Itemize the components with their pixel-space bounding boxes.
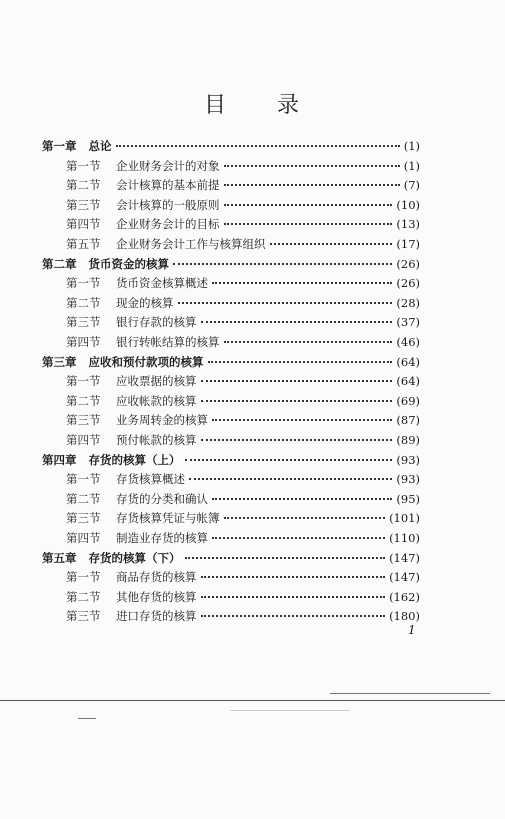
toc-entry-title: 会计核算的一般原则 bbox=[116, 197, 220, 212]
dot-leader bbox=[224, 165, 400, 167]
dot-leader bbox=[224, 341, 393, 343]
dot-leader bbox=[201, 321, 393, 323]
toc-entry-title: 存货核算凭证与帐簿 bbox=[116, 511, 220, 526]
toc-entry-title: 存货的核算（下） bbox=[88, 550, 181, 565]
toc-entry-number: 第三节 bbox=[66, 511, 101, 526]
toc-entry-number: 第三节 bbox=[66, 413, 101, 428]
toc-entry-page: (87) bbox=[396, 413, 420, 428]
toc-section-row bbox=[66, 410, 420, 430]
toc-chapter-row bbox=[42, 254, 420, 274]
toc-section-row bbox=[66, 234, 420, 254]
toc-chapter-row bbox=[42, 450, 420, 470]
dot-leader bbox=[212, 419, 392, 421]
dot-leader bbox=[185, 459, 393, 461]
toc-entry-title: 企业财务会计的对象 bbox=[116, 158, 220, 173]
toc-section-row bbox=[66, 175, 420, 195]
toc-entry-title: 企业财务会计工作与核算组织 bbox=[116, 237, 266, 251]
toc-entry-number: 第一章 bbox=[42, 139, 77, 153]
toc-entry-title: 存货核算概述 bbox=[116, 472, 185, 487]
toc-entry-number: 第四节 bbox=[66, 335, 101, 349]
dot-leader bbox=[173, 263, 392, 265]
toc-entry-number: 第二节 bbox=[66, 178, 101, 193]
toc-entry-title: 其他存货的核算 bbox=[116, 589, 197, 604]
toc-entry-page: (93) bbox=[396, 472, 420, 487]
toc-entry-title: 现金的核算 bbox=[116, 295, 174, 310]
toc-entry-page: (89) bbox=[396, 433, 420, 447]
toc-entry-page: (64) bbox=[396, 374, 420, 389]
toc-entry-number: 第五节 bbox=[66, 237, 101, 251]
dot-leader bbox=[208, 361, 393, 363]
toc-entry-title: 存货的分类和确认 bbox=[116, 491, 208, 506]
toc-entry-page: (147) bbox=[389, 570, 420, 585]
toc-entry-page: (26) bbox=[396, 276, 420, 291]
dot-leader bbox=[201, 596, 386, 598]
toc-section-row bbox=[66, 391, 420, 411]
toc-section-row bbox=[66, 430, 420, 450]
toc-section-row bbox=[66, 195, 420, 215]
dot-leader bbox=[116, 145, 400, 147]
title-char-2: 录 bbox=[277, 93, 302, 118]
bottom-rule bbox=[0, 700, 505, 701]
toc-entry-number: 第一节 bbox=[66, 374, 101, 389]
toc-entry-title: 银行转帐结算的核算 bbox=[116, 335, 220, 349]
toc-entry-page: (162) bbox=[389, 589, 420, 604]
toc-section-row bbox=[66, 273, 420, 293]
toc-section-row bbox=[66, 489, 420, 509]
page-number: 1 bbox=[408, 623, 416, 637]
toc-section-row bbox=[66, 293, 420, 313]
toc-entry-title: 制造业存货的核算 bbox=[116, 531, 208, 545]
toc-entry-title: 总论 bbox=[88, 139, 112, 153]
toc-entry-title: 应收和预付款项的核算 bbox=[88, 354, 204, 369]
toc-entry-number: 第一节 bbox=[66, 570, 101, 585]
toc-entry-page: (28) bbox=[396, 295, 420, 310]
toc-entry-page: (64) bbox=[396, 354, 420, 369]
bottom-rule-fragment bbox=[330, 693, 490, 694]
dot-leader bbox=[201, 439, 393, 441]
dot-leader bbox=[270, 243, 393, 245]
toc-entry-page: (46) bbox=[396, 335, 420, 349]
toc-entry-number: 第四章 bbox=[42, 452, 77, 467]
toc-entry-number: 第四节 bbox=[66, 433, 101, 447]
toc-section-row bbox=[66, 567, 420, 587]
toc-entry-page: (37) bbox=[396, 315, 420, 330]
toc-section-row bbox=[66, 528, 420, 548]
toc-entry-page: (147) bbox=[389, 550, 420, 565]
toc-section-row bbox=[66, 606, 420, 626]
toc-entry-number: 第二节 bbox=[66, 589, 101, 604]
toc-entry-number: 第四节 bbox=[66, 531, 101, 545]
toc-entry-number: 第二节 bbox=[66, 295, 101, 310]
toc-entry-number: 第一节 bbox=[66, 158, 101, 173]
dot-leader bbox=[224, 204, 393, 206]
page-title bbox=[0, 88, 505, 119]
toc-entry-number: 第三节 bbox=[66, 609, 101, 624]
toc-entry-title: 进口存货的核算 bbox=[116, 609, 197, 624]
toc-entry-number: 第五章 bbox=[42, 550, 77, 565]
toc-entry-page: (26) bbox=[396, 256, 420, 271]
toc-entry-page: (1) bbox=[403, 139, 420, 153]
toc-entry-page: (110) bbox=[389, 531, 420, 545]
toc-entry-page: (10) bbox=[396, 197, 420, 212]
toc-entry-number: 第三节 bbox=[66, 197, 101, 212]
toc-section-row bbox=[66, 508, 420, 528]
toc-entry-page: (180) bbox=[389, 609, 420, 624]
toc-entry-number: 第三章 bbox=[42, 354, 77, 369]
toc-entry-title: 存货的核算（上） bbox=[88, 452, 181, 467]
toc-entry-title: 货币资金核算概述 bbox=[116, 276, 208, 291]
toc-entry-number: 第二节 bbox=[66, 393, 101, 408]
dot-leader bbox=[212, 282, 392, 284]
toc-entry-page: (69) bbox=[396, 393, 420, 408]
toc-section-row bbox=[66, 332, 420, 352]
dot-leader bbox=[224, 184, 400, 186]
toc-entry-title: 货币资金的核算 bbox=[88, 256, 169, 271]
toc-entry-page: (7) bbox=[403, 178, 420, 193]
toc-entry-title: 应收票据的核算 bbox=[116, 374, 197, 389]
toc-entry-number: 第二节 bbox=[66, 491, 101, 506]
toc-chapter-row bbox=[42, 548, 420, 568]
toc-entry-page: (95) bbox=[396, 491, 420, 506]
dot-leader bbox=[212, 498, 392, 500]
toc-entry-number: 第一节 bbox=[66, 472, 101, 487]
dot-leader bbox=[178, 302, 393, 304]
toc-entry-title: 应收帐款的核算 bbox=[116, 393, 197, 408]
dot-leader bbox=[201, 615, 386, 617]
toc-entry-title: 商品存货的核算 bbox=[116, 570, 197, 585]
toc-section-row bbox=[66, 371, 420, 391]
toc-entry-title: 银行存款的核算 bbox=[116, 315, 197, 330]
toc-entry-page: (93) bbox=[396, 452, 420, 467]
toc-entry-title: 会计核算的基本前提 bbox=[116, 178, 220, 193]
toc-chapter-row bbox=[42, 136, 420, 156]
dot-leader bbox=[189, 478, 392, 480]
toc-entry-number: 第三节 bbox=[66, 315, 101, 330]
toc-section-row bbox=[66, 156, 420, 176]
dot-leader bbox=[185, 557, 386, 559]
toc-section-row bbox=[66, 469, 420, 489]
toc-entry-page: (1) bbox=[403, 158, 420, 173]
toc-entry-page: (101) bbox=[389, 511, 420, 526]
toc-chapter-row bbox=[42, 352, 420, 372]
toc-entry-title: 预付帐款的核算 bbox=[116, 433, 197, 447]
toc-entry-number: 第四节 bbox=[66, 217, 101, 232]
title-char-1: 目 bbox=[203, 93, 228, 118]
dot-leader bbox=[201, 400, 393, 402]
toc-section-row bbox=[66, 312, 420, 332]
toc-entry-title: 企业财务会计的目标 bbox=[116, 217, 220, 232]
toc-section-row bbox=[66, 587, 420, 607]
scan-mark bbox=[78, 718, 96, 719]
dot-leader bbox=[201, 576, 386, 578]
toc-entry-number: 第一节 bbox=[66, 276, 101, 291]
scan-mark bbox=[230, 710, 350, 711]
dot-leader bbox=[224, 517, 386, 519]
toc-entry-number: 第二章 bbox=[42, 256, 77, 271]
dot-leader bbox=[224, 223, 393, 225]
dot-leader bbox=[212, 537, 385, 539]
toc-section-row bbox=[66, 214, 420, 234]
toc-entry-page: (17) bbox=[396, 237, 420, 251]
dot-leader bbox=[201, 380, 393, 382]
toc-entry-page: (13) bbox=[396, 217, 420, 232]
toc-entry-title: 业务周转金的核算 bbox=[116, 413, 208, 428]
